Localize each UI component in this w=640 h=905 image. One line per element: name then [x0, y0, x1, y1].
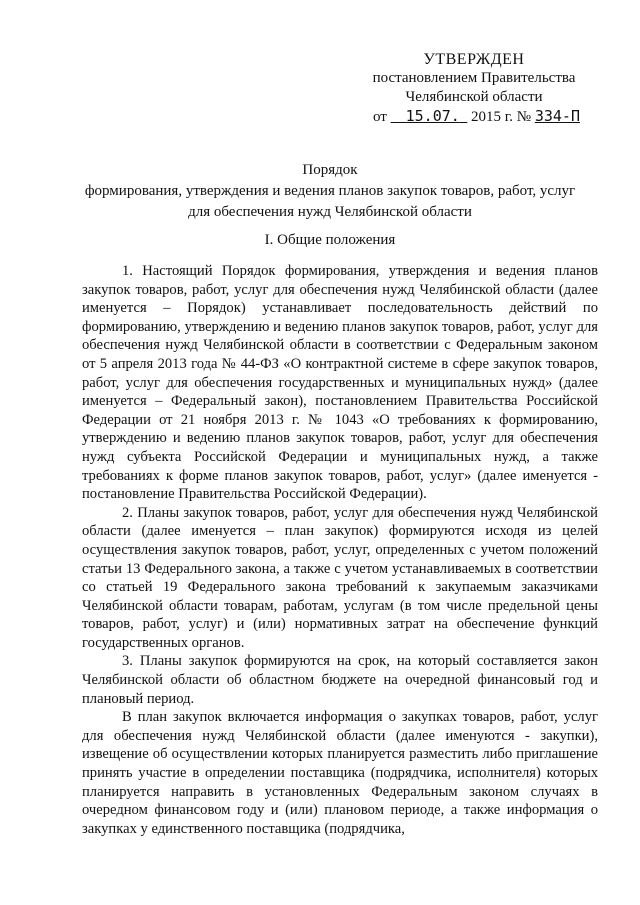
heading-line-1: Порядок: [302, 162, 358, 178]
section-title: I. Общие положения: [264, 232, 396, 248]
date-value: 15.07.: [405, 107, 460, 125]
date-field: [391, 109, 468, 125]
document-heading: [40, 160, 620, 223]
paragraph: В план закупок включается информация о закупках товаров, работ, услуг для обеспечения нужд Челябинской области (далее именуются - закупки), извещение об осуществлении которых планируется разместить либо приглашение принять участие в определении поставщика (подрядчика, исполнителя) которых планируется направить в установленных Федеральным законом случаях в очередном финансовом году и (или) плановом периоде, а также информация о закупках у единственного поставщика (подрядчика,: [82, 709, 598, 837]
approval-title: УТВЕРЖДЕН: [423, 51, 525, 68]
paragraph: 3. Планы закупок формируются на срок, на который составляется закон Челябинской области об областном бюджете на очередной финансовый год и плановый период.: [82, 653, 598, 707]
heading-line-3: для обеспечения нужд Челябинской области: [188, 204, 472, 220]
year-text: 2015 г.: [471, 109, 514, 125]
paragraph: 1. Настоящий Порядок формирования, утверждения и ведения планов закупок товаров, работ, услуг для обеспечения нужд Челябинской области (далее именуется – Порядок) устанавливает последовательность действий по формированию, утверждению и ведению планов закупок товаров, работ, услуг для обеспечения нужд Челябинской области в соответствии с Федеральным законом от 5 апреля 2013 года № 44-ФЗ «О контрактной системе в сфере закупок товаров, работ, услуг для обеспечения государственных и муниципальных нужд» (далее именуется – Федеральный закон), постановлением Правительства Российской Федерации от 21 ноября 2013 г. № 1043 «О требованиях к формированию, утверждению и ведению планов закупок товаров, работ, услуг для обеспечения нужд субъекта Российской Федерации и муниципальных нужд, а также требованиях к форме планов закупок товаров, работ, услуг» (далее именуется - постановление Правительства Российской Федерации).: [82, 263, 598, 503]
number-value: 334-П: [534, 107, 580, 125]
approval-date-line: [368, 107, 580, 127]
date-prefix: от: [373, 109, 387, 125]
paragraph: 2. Планы закупок товаров, работ, услуг для обеспечения нужд Челябинской области (далее именуется – план закупок) формируются исходя из целей осуществления закупок товаров, работ, услуг, определенных с учетом положений статьи 13 Федерального закона, а также с учетом устанавливаемых в соответствии со статьей 19 Федерального закона требований к закупаемым заказчиками Челябинской области товарам, работам, услугам (в том числе предельной цены товаров, работ, услуг) и (или) нормативных затрат на обеспечение функций государственных органов.: [82, 504, 598, 651]
document-body: [82, 262, 598, 838]
number-sign: №: [516, 109, 532, 125]
approval-line-2: Челябинской области: [405, 89, 543, 105]
approval-stamp: [368, 50, 580, 127]
approval-line-1: постановлением Правительства: [372, 70, 576, 86]
heading-line-2: формирования, утверждения и ведения планов закупок товаров, работ, услуг: [84, 183, 576, 199]
